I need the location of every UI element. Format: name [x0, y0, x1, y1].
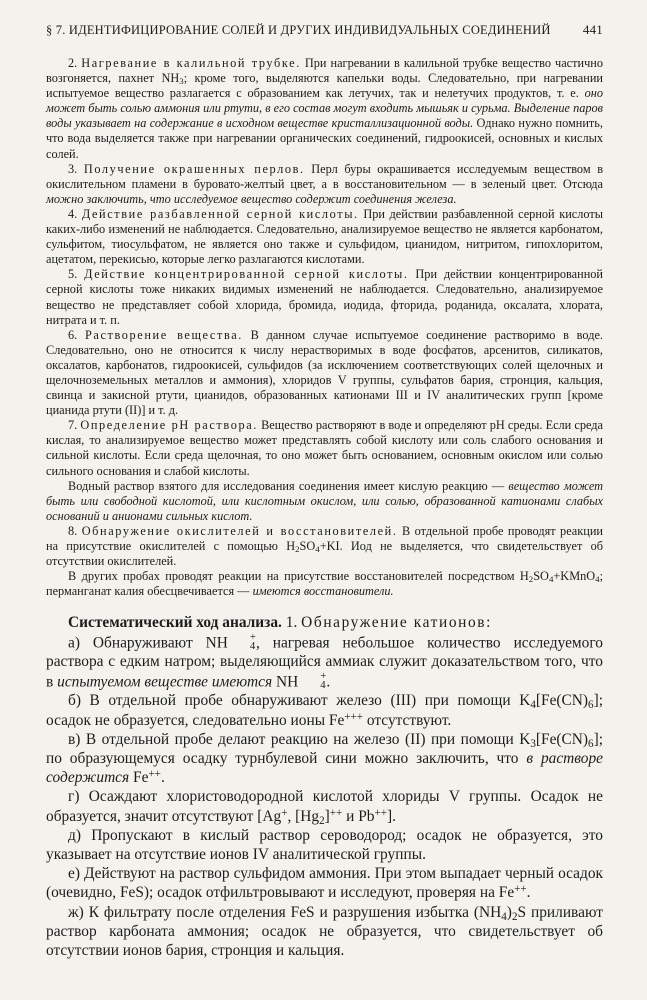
- section-heading: Действие концентрированной серной кислоты.: [84, 267, 409, 282]
- paragraph-reducers: В других пробах проводят реакции на присутствие восстановителей посредством $H_2SO_4+KMnO_4$; перманганат калия обесцвечивается — имеются восстановители.: [46, 569, 603, 599]
- section-heading: Обнаружение окислителей и восстановителей.: [81, 523, 398, 538]
- small-print-section: [46, 56, 603, 599]
- step-zh: ж) К фильтрату после отделения FeS и разрушения избытка $(NH_4)_2S$ приливают раствор карбоната аммония; осадок не образуется, что свидетельствует об отсутствии ионов бария, стронция и кальция.: [46, 903, 603, 959]
- step-g: г) Осаждают хлористоводородной кислотой хлориды V группы. Осадок не образуется, значит отсутствуют [Ag+, $[Hg_2]^{++}$ и Pb++].: [46, 788, 603, 827]
- section-heading: Определение pH раствора.: [80, 418, 258, 433]
- paragraph-conc-acid: 5. Действие концентрированной серной кислоты. При действии концентрированной серной кислоты тоже никаких видимых изменений не наблюдается. Следовательно, анализируемое вещество не представляет собой хлорида, бромида, иодида, фторида, роданида, оксалата, хлората, нитрата и т. п.: [46, 267, 604, 327]
- step-e: е) Действуют на раствор сульфидом аммония. При этом выпадает черный осадок (очевидно, FeS); осадок отфильтровывают и исследуют, проверяя на Fe++.: [46, 865, 603, 902]
- paragraph-redox: 8. Обнаружение окислителей и восстановителей. В отдельной пробе проводят реакции на присутствие окислителей с помощью $H_2SO_4+KI$. Иод не выделяется, что свидетельствует об отсутствии окислителей.: [46, 523, 603, 569]
- paragraph-ph: 7. Определение pH раствора. Вещество растворяют в воде и определяют pH среды. Если среда кислая, то анализируемое вещество может представлять собой кислоту или соль слабого основания и сильной кислоты. Если среда щелочная, то оно может быть основанием, основным окислом или солью сильного основания и слабой кислоты.: [46, 418, 604, 478]
- paragraph-heating: 2. Нагревание в калильной трубке. При нагревании в калильной трубке вещество частично возгоняется, пахнет $NH_3$; кроме того, выделяются капельки воды. Следовательно, при нагревании испытуемое вещество разлагается с образованием как летучих, так и нелетучих продуктов, т. е. оно может быть солью аммония или ртути, в его состав могут входить мышьяк и сурьма. Выделение паров воды указывает на содержание в исходном веществе кристаллизационной воды. Однако нужно помнить, что вода выделяется также при нагревании органических соединений, гидроокисей, основных и кислых солей.: [46, 56, 604, 161]
- systematic-heading: Систематический ход анализа. 1. Обнаружение катионов:: [68, 614, 492, 632]
- paragraph-ph-conclusion: Водный раствор взятого для исследования соединения имеет кислую реакцию — вещество может быть или свободной кислотой, или кислотным окислом, или солью, образованной катионами слабых оснований и анионами сильных кислот.: [46, 478, 604, 523]
- section-heading: Нагревание в калильной трубке.: [81, 56, 301, 70]
- page-number: 441: [582, 22, 603, 37]
- step-a: а) Обнаруживают NH + 4 , нагревая небольшое количество исследуемого раствора с едким натром; выделяющийся аммиак служит доказательством того, что в испытуемом веществе имеются NH + 4 .: [46, 630, 603, 692]
- large-print-section: [46, 613, 603, 960]
- paragraph-dilute-acid: 4. Действие разбавленной серной кислоты. При действии разбавленной серной кислоты каких-либо изменений не наблюдается. Следовательно, анализируемое вещество не является карбонатом, сульфитом, тиосульфатом, не является оно также и сульфидом, цианидом, нитритом, гипохлоритом, ацетатом, перекисью, которые легко разлагаются кислотами.: [46, 206, 603, 267]
- step-b: б) В отдельной пробе обнаруживают железо (III) при помощи $K_4[Fe(CN)_6]$; осадок не образуется, следовательно ионы Fe+++ отсутствуют.: [46, 692, 603, 729]
- paragraph-dissolution: 6. Растворение вещества. В данном случае испытуемое соединение растворимо в воде. Следовательно, оно не относится к числу нерастворимых в воде фосфатов, арсенитов, силикатов, оксалатов, карбонатов, гидроокисей, сульфидов (за исключением соответствующих солей щелочных и щелочноземельных металлов и аммония), хлоридов V группы, сульфатов бария, стронция, кальция, свинца и закисной ртути, цианидов, образованных катионами III и IV аналитических групп [кроме цианида ртути (II)] и т. д.: [46, 327, 603, 418]
- header-title: § 7. ИДЕНТИФИЦИРОВАНИЕ СОЛЕЙ И ДРУГИХ ИНДИВИДУАЛЬНЫХ СОЕДИНЕНИЙ: [46, 23, 551, 37]
- step-d: д) Пропускают в кислый раствор сероводород; осадок не образуется, это указывает на отсутствие ионов IV аналитической группы.: [46, 826, 603, 863]
- section-heading: Получение окрашенных перлов.: [83, 161, 305, 176]
- step-v: в) В отдельной пробе делают реакцию на железо (II) при помощи $K_3[Fe(CN)_6]$; по образующемуся осадку турнбулевой сини можно заключить, что в растворе содержится Fe++.: [46, 730, 603, 787]
- section-heading: Действие разбавленной серной кислоты.: [81, 206, 359, 221]
- section-heading: Растворение вещества.: [84, 327, 243, 342]
- running-header: [46, 22, 603, 38]
- paragraph-pearls: 3. Получение окрашенных перлов. Перл буры окрашивается исследуемым веществом в окислительном пламени в буровато-желтый цвет, а в восстановительном — в зеленый цвет. Отсюда можно заключить, что исследуемое вещество содержит соединения железа.: [46, 161, 604, 206]
